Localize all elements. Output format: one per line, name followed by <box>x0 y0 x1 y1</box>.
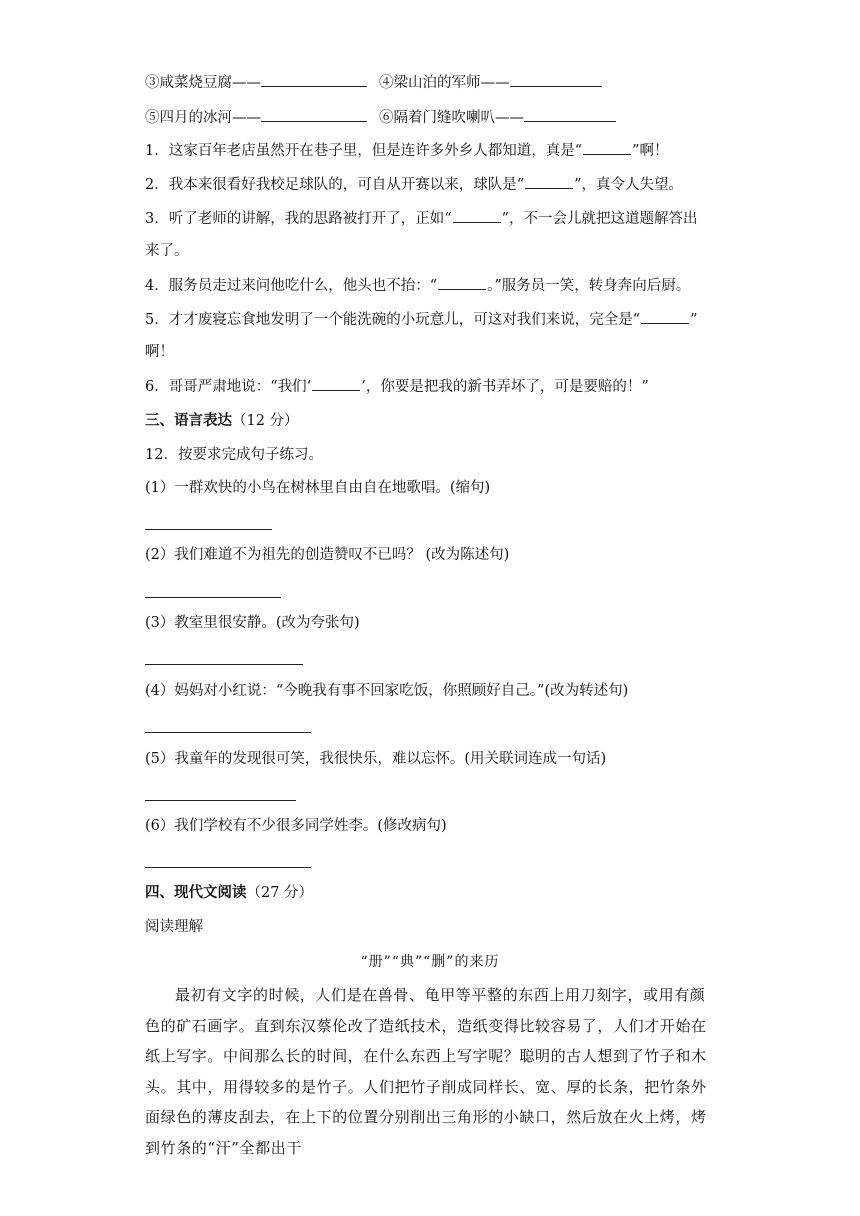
section-4-heading: 四、现代文阅读（27 分） <box>145 884 314 901</box>
fill-sentence-2: 2．我本来很看好我校足球队的，可自从开赛以来，球队是“ ”，真令人失望。 <box>145 177 684 193</box>
answer-line-1[interactable] <box>145 529 272 530</box>
exercise-2: (2）我们难道不为祖先的创造赞叹不已吗？ (改为陈述句) <box>145 547 510 563</box>
exercise-4: (4）妈妈对小红说：“今晚我有事不回家吃饭，你照顾好自己。”(改为转述句) <box>145 683 629 699</box>
idiom-4: ④梁山泊的军师—— <box>379 72 602 93</box>
answer-blank[interactable] <box>525 176 573 189</box>
section-3-heading: 三、语言表达（12 分） <box>145 412 299 429</box>
fill-sentence-5-cont: 啊！ <box>145 344 174 360</box>
answer-line-2[interactable] <box>145 597 281 598</box>
answer-line-3[interactable] <box>145 664 303 665</box>
answer-line-5[interactable] <box>145 800 296 801</box>
answer-blank[interactable] <box>583 142 631 155</box>
answer-line-4[interactable] <box>145 732 311 733</box>
fill-sentence-4: 4．服务员走过来问他吃什么，他头也不抬：“ 。”服务员一笑，转身奔向后厨。 <box>145 278 691 294</box>
answer-blank[interactable] <box>438 277 486 290</box>
article-paragraph: 最初有文字的时候，人们是在兽骨、龟甲等平整的东西上用刀刻字，或用有颜色的矿石画字。直到东汉蔡伦改了造纸技术，造纸变得比较容易了，人们才开始在纸上写字。中间那么长的时间，在什么东西上写字呢？聪明的古人想到了竹子和木头。其中，用得较多的是竹子。人们把竹子削成同样长、宽、厚的长条，把竹条外面绿色的薄皮刮去，在上下的位置分别削出三角形的小缺口，然后放在火上烤，烤到竹条的“汗”全都出干 <box>145 986 707 1157</box>
fill-sentence-5: 5．才才废寝忘食地发明了一个能洗碗的小玩意儿，可这对我们来说，完全是“ ” <box>145 312 698 328</box>
fill-sentence-6: 6．哥哥严肃地说：“我们‘ ’，你要是把我的新书弄坏了，可是要赔的！” <box>145 379 649 395</box>
answer-blank[interactable] <box>641 311 689 324</box>
reading-label: 阅读理解 <box>145 919 203 935</box>
idiom-3: ③咸菜烧豆腐—— <box>145 72 367 93</box>
exercise-6: (6）我们学校有不少很多同学姓李。(修改病句) <box>145 818 447 834</box>
fill-sentence-1: 1．这家百年老店虽然开在巷子里，但是连许多外乡人都知道，真是“ ”啊！ <box>145 143 669 159</box>
answer-line-6[interactable] <box>145 867 311 868</box>
question-12: 12．按要求完成句子练习。 <box>145 447 323 463</box>
idiom-5: ⑤四月的冰河—— <box>145 107 367 128</box>
answer-blank[interactable] <box>510 72 602 87</box>
fill-sentence-3-cont: 来了。 <box>145 243 189 259</box>
article-title: “册”“典”“删”的来历 <box>360 954 500 970</box>
answer-blank[interactable] <box>312 378 360 391</box>
answer-blank[interactable] <box>453 210 501 223</box>
exercise-3: (3）教室里很安静。(改为夸张句) <box>145 615 360 631</box>
idiom-6: ⑥隔着门缝吹喇叭—— <box>379 107 616 128</box>
exercise-1: (1）一群欢快的小鸟在树林里自由自在地歌唱。(缩句) <box>145 480 491 496</box>
answer-blank[interactable] <box>261 107 367 122</box>
fill-sentence-3: 3．听了老师的讲解，我的思路被打开了，正如“ ”，不一会儿就把这道题解答出 <box>145 211 698 227</box>
answer-blank[interactable] <box>261 72 367 87</box>
answer-blank[interactable] <box>524 107 616 122</box>
exercise-5: (5）我童年的发现很可笑，我很快乐，难以忘怀。(用关联词连成一句话) <box>145 751 607 767</box>
